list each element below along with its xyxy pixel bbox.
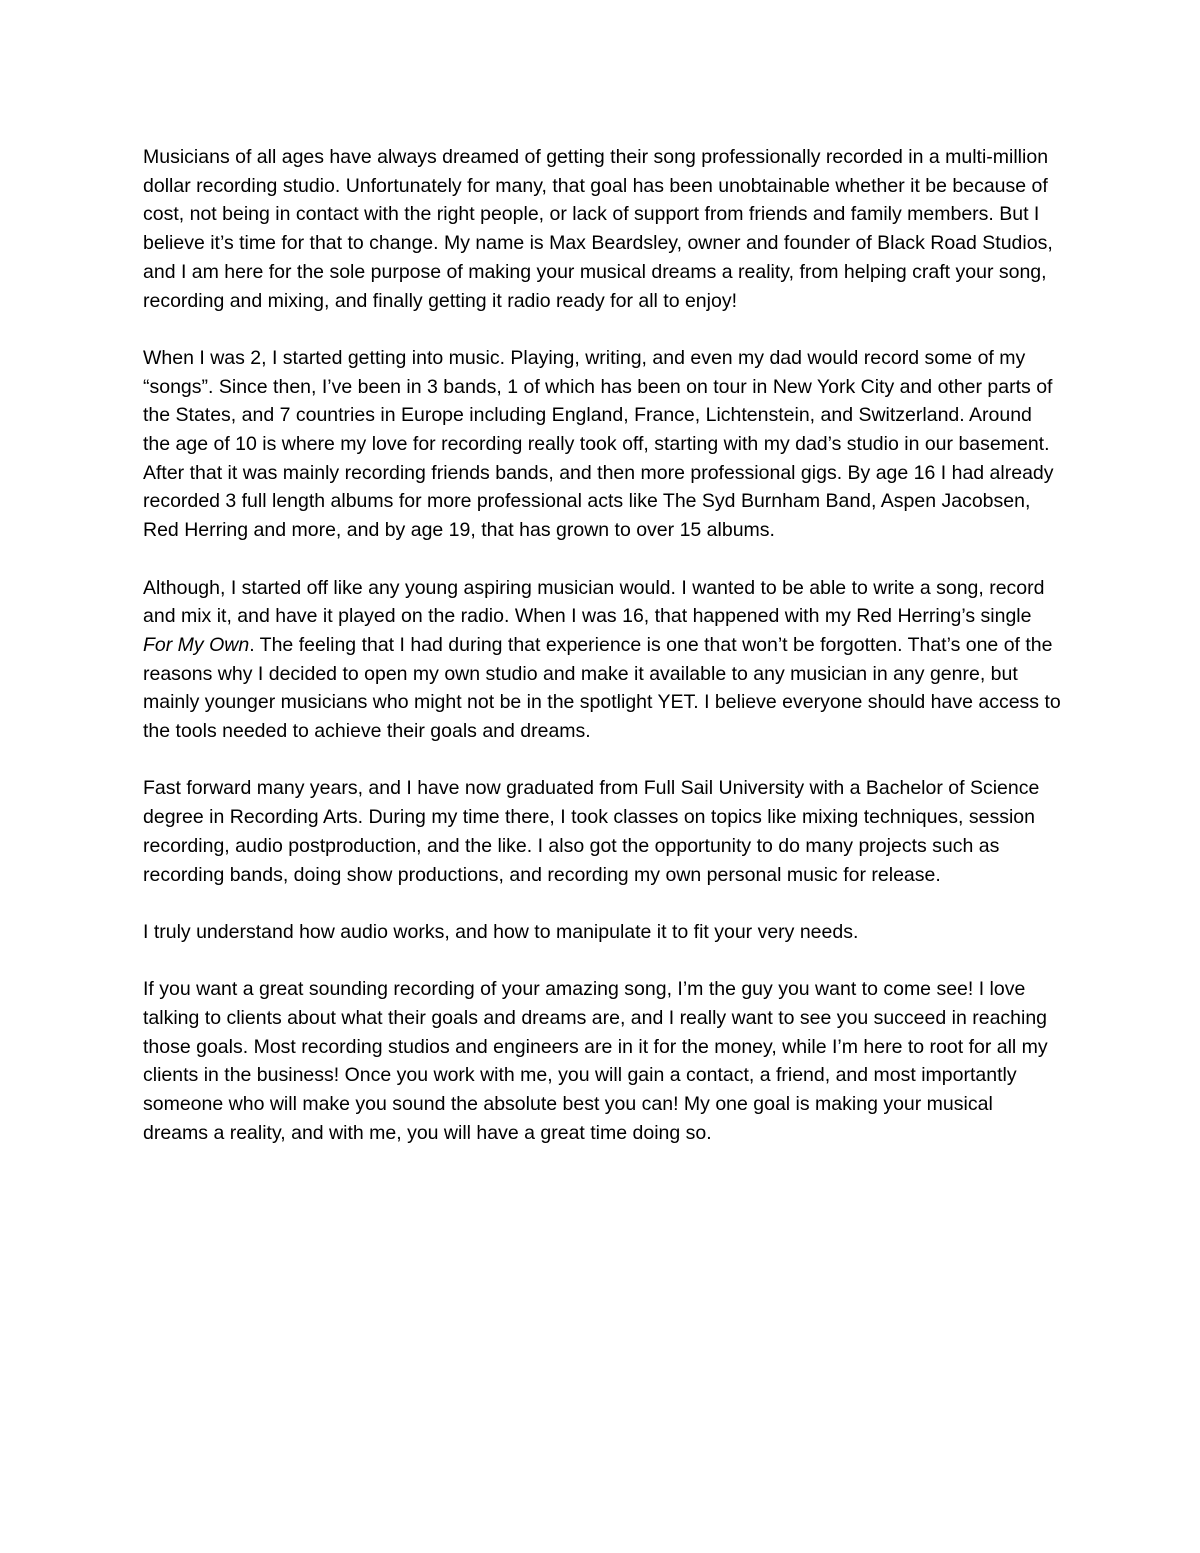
paragraph-background-text: When I was 2, I started getting into music. Playing, writing, and even my dad would record some of my “songs”. Since then, I’ve been in 3 bands, 1 of which has been on tour in New York City and other parts of the States, and 7 countries in Europe including England, France, Lichtenstein, and Switzerland. Around the age of 10 is where my love for recording really took off, starting with my dad’s studio in our basement. After that it was mainly recording friends bands, and then more professional gigs. By age 16 I had already recorded 3 full length albums for more professional acts like The Syd Burnham Band, Aspen Jacobsen, Red Herring and more, and by age 19, that has grown to over 15 albums.: [143, 346, 1054, 542]
paragraph-motivation-text-after: . The feeling that I had during that experience is one that won’t be forgotten. That’s one of the reasons why I decided to open my own studio and make it available to any musician in any genre, but mainly younger musicians who might not be in the spotlight YET. I believe everyone should have access to the tools needed to achieve their goals and dreams.: [143, 633, 1061, 743]
paragraph-understanding: [143, 918, 1063, 947]
paragraph-motivation-text-before: Although, I started off like any young aspiring musician would. I wanted to be able to write a song, record and mix it, and have it played on the radio. When I was 16, that happened with my Red Herring’s single: [143, 576, 1045, 628]
paragraph-education: [143, 774, 1063, 889]
paragraph-motivation: [143, 574, 1063, 746]
document-body: [143, 143, 1063, 1176]
paragraph-education-text: Fast forward many years, and I have now graduated from Full Sail University with a Bachelor of Science degree in Recording Arts. During my time there, I took classes on topics like mixing techniques, session recording, audio postproduction, and the like. I also got the opportunity to do many projects such as recording bands, doing show productions, and recording my own personal music for release.: [143, 777, 1040, 886]
paragraph-understanding-text: I truly understand how audio works, and how to manipulate it to fit your very needs.: [143, 920, 859, 943]
paragraph-background: [143, 344, 1063, 545]
single-title: For My Own: [143, 633, 250, 656]
paragraph-closing: [143, 975, 1063, 1147]
paragraph-intro: [143, 143, 1063, 315]
paragraph-closing-text: If you want a great sounding recording of your amazing song, I’m the guy you want to come see! I love talking to clients about what their goals and dreams are, and I really want to see you succeed in reaching those goals. Most recording studios and engineers are in it for the money, while I’m here to root for all my clients in the business! Once you work with me, you will gain a contact, a friend, and most importantly someone who will make you sound the absolute best you can! My one goal is making your musical dreams a reality, and with me, you will have a great time doing so.: [143, 978, 1048, 1144]
paragraph-intro-text: Musicians of all ages have always dreamed of getting their song professionally recorded in a multi-million dollar recording studio. Unfortunately for many, that goal has been unobtainable whether it be because of cost, not being in contact with the right people, or lack of support from friends and family members. But I believe it’s time for that to change. My name is Max Beardsley, owner and founder of Black Road Studios, and I am here for the sole purpose of making your musical dreams a reality, from helping craft your song, recording and mixing, and finally getting it radio ready for all to enjoy!: [143, 146, 1053, 312]
